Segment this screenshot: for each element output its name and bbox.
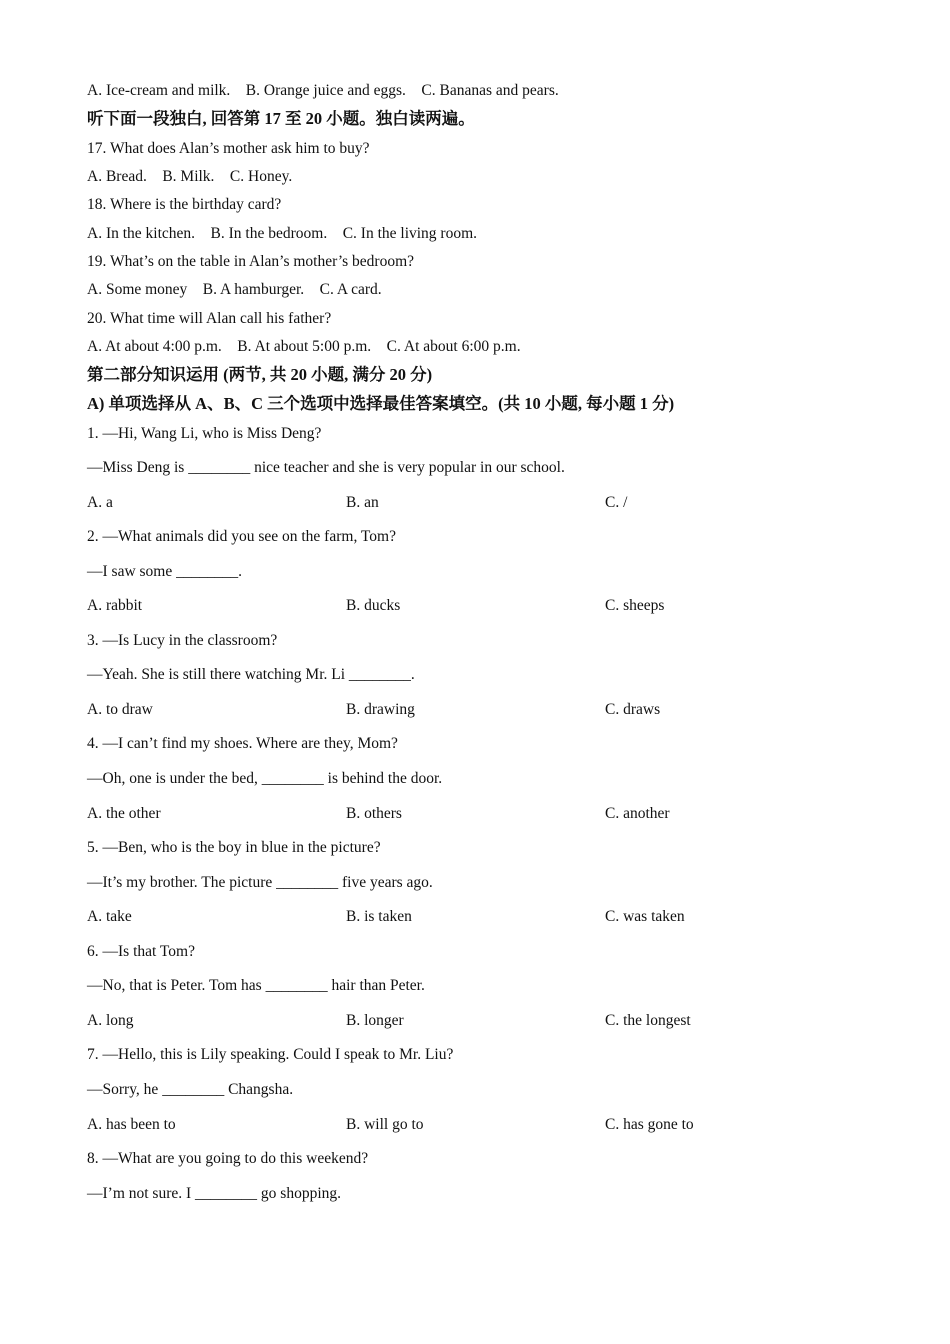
mc-item-8-answer-line: —I’m not sure. I ________ go shopping. <box>87 1185 342 1202</box>
mc-item-7-option-b: B. will go to <box>346 1116 424 1133</box>
question-18-options: A. In the kitchen. B. In the bedroom. C. In the living room. <box>87 225 478 242</box>
mc-item-7-question: 7. —Hello, this is Lily speaking. Could I speak to Mr. Liu? <box>87 1046 454 1063</box>
question-19-options: A. Some money B. A hamburger. C. A card. <box>87 281 382 298</box>
question-17: 17. What does Alan’s mother ask him to buy? <box>87 140 370 157</box>
mc-item-5-answer-line: —It’s my brother. The picture ________ five years ago. <box>87 874 433 891</box>
mc-item-4-option-b: B. others <box>346 805 402 822</box>
question-17-options: A. Bread. B. Milk. C. Honey. <box>87 168 293 185</box>
mc-item-2-option-a: A. rabbit <box>87 597 143 614</box>
mc-item-3-option-a: A. to draw <box>87 701 153 718</box>
question-20: 20. What time will Alan call his father? <box>87 310 332 327</box>
q16-options: A. Ice-cream and milk. B. Orange juice and eggs. C. Bananas and pears. <box>87 82 559 99</box>
mc-item-7-answer-line: —Sorry, he ________ Changsha. <box>87 1081 294 1098</box>
mc-item-6-option-b: B. longer <box>346 1012 404 1029</box>
mc-item-5-option-a: A. take <box>87 908 132 925</box>
mc-item-3-question: 3. —Is Lucy in the classroom? <box>87 632 278 649</box>
mc-item-2-option-c: C. sheeps <box>605 597 665 614</box>
mc-item-3-option-b: B. drawing <box>346 701 415 718</box>
mc-item-6-option-c: C. the longest <box>605 1012 691 1029</box>
mc-item-2-question: 2. —What animals did you see on the farm, Tom? <box>87 528 396 545</box>
mc-item-8-question: 8. —What are you going to do this weekend? <box>87 1150 369 1167</box>
mc-item-1-answer-line: —Miss Deng is ________ nice teacher and she is very popular in our school. <box>87 459 565 476</box>
mc-item-3-option-c: C. draws <box>605 701 661 718</box>
mc-item-4-answer-line: —Oh, one is under the bed, ________ is behind the door. <box>87 770 443 787</box>
mc-item-7-option-a: A. has been to <box>87 1116 176 1133</box>
mc-item-6-answer-line: —No, that is Peter. Tom has ________ hair than Peter. <box>87 977 425 994</box>
mc-item-4-question: 4. —I can’t find my shoes. Where are they, Mom? <box>87 735 398 752</box>
question-18: 18. Where is the birthday card? <box>87 196 282 213</box>
mc-item-2-answer-line: —I saw some ________. <box>87 563 242 580</box>
mc-item-5-option-c: C. was taken <box>605 908 685 925</box>
mc-item-4-option-c: C. another <box>605 805 670 822</box>
question-20-options: A. At about 4:00 p.m. B. At about 5:00 p.m. C. At about 6:00 p.m. <box>87 338 521 355</box>
mc-item-4-option-a: A. the other <box>87 805 161 822</box>
mc-item-6-option-a: A. long <box>87 1012 134 1029</box>
mc-item-6-question: 6. —Is that Tom? <box>87 943 195 960</box>
mc-item-1-option-a: A. a <box>87 494 113 511</box>
mc-item-5-question: 5. —Ben, who is the boy in blue in the picture? <box>87 839 381 856</box>
mc-item-1-question: 1. —Hi, Wang Li, who is Miss Deng? <box>87 425 322 442</box>
mc-item-3-answer-line: —Yeah. She is still there watching Mr. Li ________. <box>87 666 415 683</box>
mc-item-1-option-c: C. / <box>605 494 628 511</box>
mc-item-1-option-b: B. an <box>346 494 379 511</box>
section-a-title: A) 单项选择从 A、B、C 三个选项中选择最佳答案填空。(共 10 小题, 每小题 1 分) <box>87 394 675 413</box>
part2-title: 第二部分知识运用 (两节, 共 20 小题, 满分 20 分) <box>87 365 433 384</box>
mc-item-7-option-c: C. has gone to <box>605 1116 694 1133</box>
question-19: 19. What’s on the table in Alan’s mother’s bedroom? <box>87 253 415 270</box>
listening-section-heading: 听下面一段独白, 回答第 17 至 20 小题。独白读两遍。 <box>87 109 475 128</box>
mc-item-5-option-b: B. is taken <box>346 908 412 925</box>
mc-item-2-option-b: B. ducks <box>346 597 401 614</box>
